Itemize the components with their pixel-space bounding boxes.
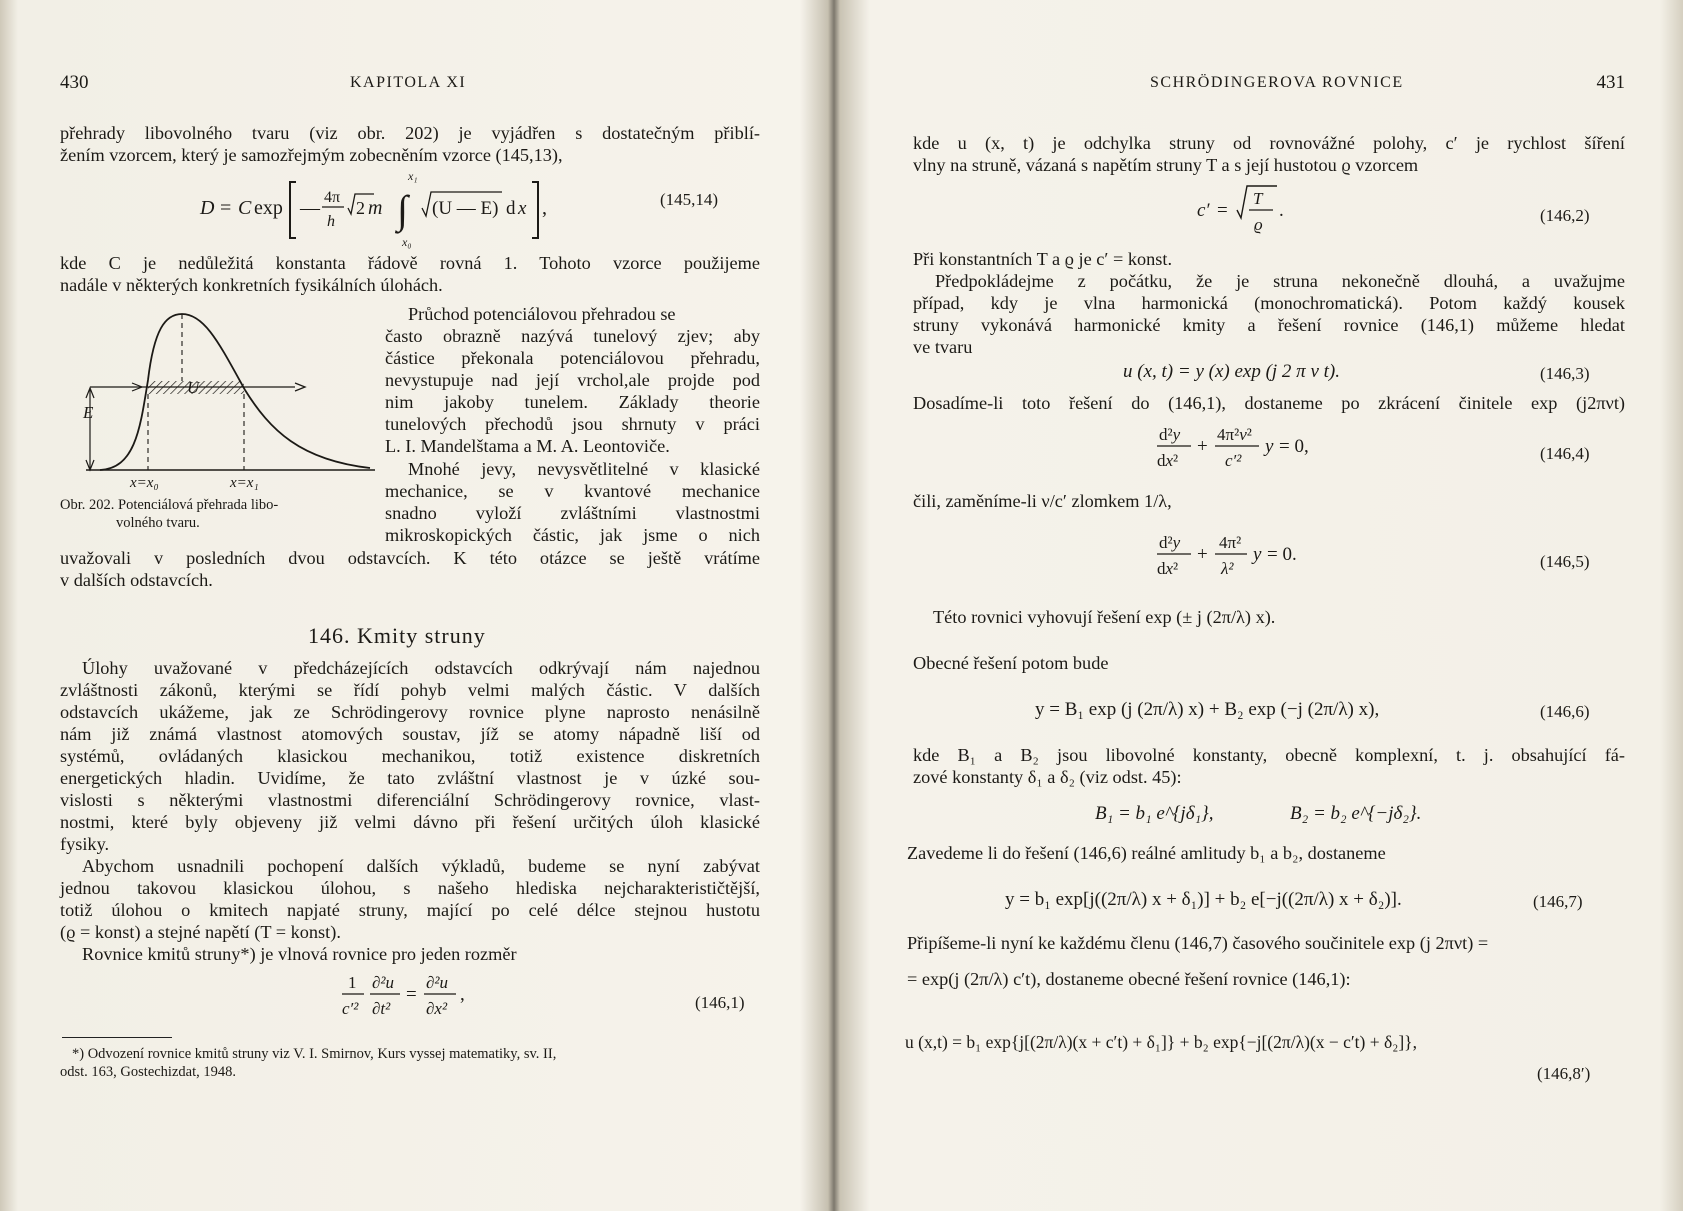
equation-number: (146,2) [1540,206,1590,225]
equation-146-8: u (x,t) = b₁ exp{j[(2π/λ)(x + c′t) + δ₁]} + b₂ exp{−j[(2π/λ)(x − c′t) + δ₂]}, [905,1032,1417,1052]
paragraph-line: jednou takovou klasickou úlohou, s našeho hlediska nejcharakterističtější, [60,878,760,898]
svg-text:D: D [200,197,215,219]
svg-text:,: , [542,197,547,219]
paragraph-line: totiž úlohou o kmitech napjaté struny, mající po celé délce stejnou hustotu [60,900,760,920]
equation-146-4 [1155,420,1375,478]
paragraph-line: vislosti s některými vlastnostmi diferenciální Schrödingerovy rovnice, vlast- [60,790,760,810]
equation-146-2 [1195,182,1335,238]
paragraph-line: nám již známá vlastnost atomových soustav, jíž se atomy nápadně liší od [60,724,760,744]
paragraph-line: mikroskopických částic, jak jsme o nich [385,525,760,545]
paragraph-line: Připíšeme-li nyní ke každému členu (146,7) časového součinitele exp (j 2πνt) = [907,933,1489,953]
paragraph-line: systémů, ovládaných klasickou mechanikou, totiž existence diskretních [60,746,760,766]
paragraph-line: zové konstanty δ₁ a δ₂ (viz odst. 45): [913,767,1182,787]
svg-text:ϱ: ϱ [1254,215,1263,234]
paragraph-line: L. I. Mandelštama a M. A. Leontoviče. [385,436,670,456]
svg-text:d²y: d²y [1159,425,1181,444]
equation-146-5 [1155,528,1375,586]
paragraph-line: Rovnice kmitů struny*) je vlnová rovnice pro jeden rozměr [82,944,517,964]
figure-label-u: U [187,378,200,397]
right-page [905,0,1625,1211]
left-running-head [60,72,760,98]
svg-text:∫: ∫ [397,187,408,232]
svg-text:+: + [1197,544,1208,565]
equation-146-6: y = B₁ exp (j (2π/λ) x) + B₂ exp (−j (2π/λ) x), [1035,699,1380,720]
paragraph-line: Při konstantních T a ϱ je c′ = konst. [913,249,1173,269]
paragraph-line: nadále v některých konkretních fysikálních úlohách. [60,275,443,295]
svg-text:4π: 4π [324,189,341,206]
svg-text:= 0,: = 0, [1279,436,1309,457]
svg-text:.: . [1279,200,1284,221]
svg-text:C: C [238,197,252,219]
paragraph-line: žením vzorcem, který je samozřejmým zobecněním vzorce (145,13), [60,145,563,165]
paragraph-line: uvažovali v posledních dvou odstavcích. K této otázce se ještě vrátíme [60,548,760,568]
svg-text:∂²u: ∂²u [372,973,394,992]
paragraph-line: často obrazně nazývá tunelový zjev; aby [385,326,760,346]
equation-146-1 [340,966,560,1028]
svg-text:= 0.: = 0. [1267,544,1297,565]
paragraph-line: Zavedeme li do řešení (146,6) reálné amlitudy b₁ a b₂, dostaneme [907,843,1386,863]
svg-text:dx²: dx² [1157,451,1179,470]
paragraph-line: v dalších odstavcích. [60,570,213,590]
equation-number: (146,1) [695,993,745,1012]
running-head-title: KAPITOLA XI [350,74,467,91]
footnote-line: *) Odvození rovnice kmitů struny viz V. I. Smirnov, Kurs vyssej matematiky, sv. II, [72,1046,557,1062]
paragraph-line: přehrady libovolného tvaru (viz obr. 202) je vyjádřen s dostatečným přiblí- [60,123,760,143]
figure-label-x0: x=x₀ [130,475,159,491]
paragraph-line: Obecné řešení potom bude [913,653,1109,673]
paragraph-line: (ϱ = konst) a stejné napětí (T = konst). [60,922,341,942]
svg-text:+: + [1197,436,1208,457]
equation-b2: B₂ = b₂ e^{−jδ₂}. [1290,803,1422,824]
svg-text:4π²ν²: 4π²ν² [1217,425,1252,444]
paragraph-line: kde u (x, t) je odchylka struny od rovnovážné polohy, c′ je rychlost šíření [913,133,1625,153]
paragraph-line: kde B₁ a B₂ jsou libovolné konstanty, obecně komplexní, t. j. obsahující fá- [913,745,1625,765]
equation-number: (146,3) [1540,364,1590,383]
paragraph-line: Průchod potenciálovou přehradou se [408,304,676,324]
paragraph-line: struny vykonává harmonické kmity a řešení rovnice (146,1) můžeme hledat [913,315,1625,335]
svg-text:c′²: c′² [342,999,359,1018]
page-number: 431 [1596,72,1625,93]
footnote-rule [62,1037,172,1038]
page-number: 430 [60,72,89,93]
paragraph-line: čili, zaměníme-li ν/c′ zlomkem 1/λ, [913,491,1172,511]
paragraph-line: mechanice, se v kvantové mechanice [385,481,760,501]
running-head-title: SCHRÖDINGEROVA ROVNICE [1150,74,1404,91]
paragraph-line: fysiky. [60,834,110,854]
svg-text:d²y: d²y [1159,533,1181,552]
svg-text:T: T [1253,189,1263,208]
footnote-line: odst. 163, Gostechizdat, 1948. [60,1064,236,1080]
svg-text:=: = [406,984,417,1005]
equation-146-7: y = b₁ exp[j((2π/λ) x + δ₁)] + b₂ e[−j((2π/λ) x + δ₂)]. [1005,889,1402,910]
svg-text:x₁: x₁ [408,169,418,183]
svg-text:m: m [368,197,383,219]
equation-146-3: u (x, t) = y (x) exp (j 2 π ν t). [1123,361,1340,382]
paragraph-line: odstavcích ukážeme, jak ze Schrödingerovy rovnice plyne naprosto nenásilně [60,702,760,722]
svg-text:1: 1 [348,973,357,992]
equation-number: (146,7) [1533,892,1583,911]
svg-text:=: = [1217,200,1228,221]
svg-text:=: = [220,197,232,219]
figure-202-potential-barrier [80,300,380,492]
svg-text:—: — [300,197,320,219]
paragraph-line: energetických hladin. Uvidíme, že tato zvláštní vlastnost je v úzké sou- [60,768,760,788]
equation-number: (145,14) [660,190,719,209]
svg-text:exp: exp [254,197,283,219]
paragraph-line: Předpokládejme z počátku, že je struna nekonečně dlouhá, a uvažujme [935,271,1625,291]
paragraph-line: tunelových přechodů jsou shrnuty v práci [385,414,760,434]
figure-label-e: E [83,403,94,422]
paragraph-line: nevystupuje nad její vrchol,ale projde pod [385,370,760,390]
equation-number: (146,5) [1540,552,1590,571]
paragraph-line: ve tvaru [913,337,973,357]
svg-text:2: 2 [356,198,365,218]
equation-145-14 [190,168,670,250]
paragraph-line: případ, kdy je vlna harmonická (monochromatická). Potom každý kousek [913,293,1625,313]
svg-text:dx²: dx² [1157,559,1179,578]
svg-text:x: x [518,198,527,219]
equation-b1: B₁ = b₁ e^{jδ₁}, [1095,803,1214,824]
svg-text:,: , [460,984,465,1005]
section-heading: 146. Kmity struny [308,623,486,648]
paragraph-line: nim jakoby tunelem. Základy theorie [385,392,760,412]
paragraph-line: Této rovnici vyhovují řešení exp (± j (2π/λ) x). [933,607,1276,627]
svg-text:4π²: 4π² [1219,533,1242,552]
figure-caption: volného tvaru. [116,515,200,531]
svg-text:c′²: c′² [1225,451,1242,470]
equation-number: (146,4) [1540,444,1590,463]
left-page [60,0,760,1211]
paragraph-line: kde C je nedůležitá konstanta řádově rovná 1. Tohoto vzorce použijeme [60,253,760,273]
svg-text:x₀: x₀ [402,235,412,249]
paragraph-line: zvláštnosti zákonů, kterými se řídí pohyb velmi malých částic. V dalších [60,680,760,700]
figure-label-x1: x=x₁ [230,475,259,491]
figure-caption: Obr. 202. Potenciálová přehrada libo- [60,497,279,513]
svg-text:(U — E): (U — E) [432,198,499,219]
paragraph-line: částice překonala potenciálovou přehradu, [385,348,760,368]
paragraph-line: nostmi, které byly objeveny již velmi dávno při řešení určitých úloh klasické [60,812,760,832]
svg-text:∂x²: ∂x² [426,999,448,1018]
paragraph-line: Abychom usnadnili pochopení dalších výkladů, budeme se nyní zabývat [82,856,760,876]
equation-number: (146,8′) [1537,1064,1591,1083]
equation-number: (146,6) [1540,702,1590,721]
svg-text:∂t²: ∂t² [372,999,391,1018]
svg-text:h: h [327,213,335,230]
svg-text:∂²u: ∂²u [426,973,448,992]
svg-text:c′: c′ [1197,200,1210,221]
paragraph-line: Mnohé jevy, nevysvětlitelné v klasické [408,459,760,479]
paragraph-line: vlny na struně, vázaná s napětím struny T a s její hustotou ϱ vzorcem [913,155,1419,175]
svg-text:y: y [1265,436,1274,457]
svg-text:λ²: λ² [1221,559,1234,578]
paragraph-line: Dosadíme-li toto řešení do (146,1), dostaneme po zkrácení činitele exp (j2πνt) [913,393,1625,413]
paragraph-line: Úlohy uvažované v předcházejících odstavcích odkrývají nám najednou [82,658,760,678]
svg-text:d: d [506,198,516,219]
paragraph-line: snadno vyloží zvláštními vlastnostmi [385,503,760,523]
paragraph-line: = exp(j (2π/λ) c′t), dostaneme obecné řešení rovnice (146,1): [907,969,1351,989]
right-running-head [905,72,1625,98]
svg-text:y: y [1253,544,1262,565]
